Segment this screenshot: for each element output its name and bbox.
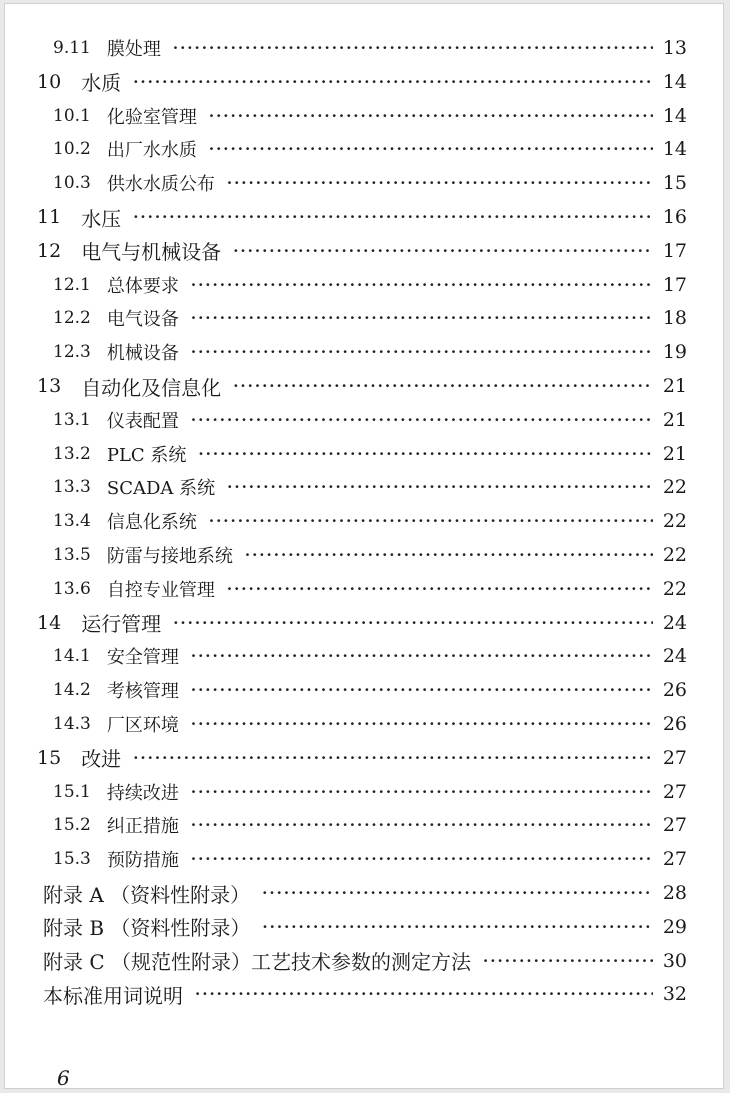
toc-entry-title: 运行管理 [81, 612, 162, 637]
toc-entry-number: 14.2 [53, 680, 91, 701]
toc-entry-page: 24 [662, 611, 687, 634]
toc-entry-number: 12.3 [53, 342, 91, 363]
toc-entry-number: 14.1 [53, 646, 91, 667]
toc-entry-title: 信息化系统 [106, 512, 197, 534]
toc-leader-dots [173, 39, 653, 57]
toc-entry-number: 13.2 [53, 443, 91, 464]
toc-entry-number: 13.6 [53, 578, 91, 599]
toc-entry[interactable] [5, 775, 725, 809]
toc-entry-page: 19 [662, 341, 687, 364]
toc-entry-page: 17 [662, 239, 687, 262]
toc-entry-number: 13.5 [53, 545, 91, 565]
toc-entry-number: 13.4 [53, 511, 91, 532]
toc-entry[interactable] [5, 301, 725, 335]
toc-leader-dots [191, 715, 653, 733]
toc-entry-page: 22 [662, 577, 687, 600]
toc-leader-dots [173, 614, 653, 632]
toc-entry-number: 14.3 [53, 714, 91, 734]
toc-entry-page: 27 [662, 746, 687, 769]
toc-entry-page: 27 [662, 848, 687, 871]
toc-entry-title: 机械设备 [106, 343, 179, 365]
toc-entry-title: 改进 [81, 747, 122, 772]
toc-entry[interactable] [5, 741, 725, 775]
toc-entry-page: 14 [662, 138, 687, 161]
toc-leader-dots [198, 445, 652, 463]
toc-entry-title: 防雷与接地系统 [106, 546, 233, 567]
toc-entry-title: 本标准用词说明 [43, 983, 183, 1008]
toc-entry-number: 15.3 [53, 849, 91, 870]
toc-leader-dots [191, 783, 653, 801]
toc-entry[interactable] [5, 403, 725, 437]
toc-entry[interactable] [5, 31, 725, 65]
toc-entry-number: 10 [37, 70, 62, 93]
document-page [4, 3, 724, 1089]
toc-entry-page: 26 [662, 713, 687, 735]
toc-entry-number: 9.11 [53, 38, 91, 58]
toc-entry[interactable] [5, 876, 725, 910]
toc-entry-title: SCADA 系统 [106, 478, 216, 500]
toc-leader-dots [209, 140, 653, 158]
toc-entry-page: 21 [662, 442, 687, 465]
toc-leader-dots [209, 512, 653, 530]
toc-entry-page: 30 [662, 949, 687, 972]
page-number: 6 [57, 1066, 70, 1090]
toc-entry-page: 15 [662, 172, 687, 195]
toc-entry-number: 15.2 [53, 815, 91, 836]
toc-leader-dots [245, 546, 653, 564]
toc-leader-dots [133, 73, 653, 91]
toc-entry-number: 11 [37, 206, 62, 228]
toc-entry-title: 自动化及信息化 [81, 375, 222, 400]
toc-leader-dots [227, 174, 653, 192]
toc-entry[interactable] [5, 268, 725, 302]
toc-entry-page: 27 [662, 814, 687, 837]
toc-entry-number: 13.3 [53, 477, 91, 498]
toc-entry-title: 电气与机械设备 [81, 240, 222, 265]
toc-leader-dots [227, 478, 653, 496]
toc-entry[interactable] [5, 639, 725, 673]
toc-entry[interactable] [5, 910, 725, 944]
toc-entry-number: 15 [37, 746, 62, 769]
toc-entry-page: 16 [662, 206, 687, 228]
toc-entry[interactable] [5, 437, 725, 471]
toc-entry-page: 21 [662, 375, 687, 397]
toc-leader-dots [191, 647, 653, 665]
toc-leader-dots [209, 107, 653, 125]
toc-entry-page: 22 [662, 544, 687, 566]
toc-entry[interactable] [5, 166, 725, 200]
toc-entry-title: 膜处理 [106, 39, 161, 60]
toc-entry-page: 24 [662, 645, 687, 668]
toc-entry-page: 26 [662, 679, 687, 702]
toc-leader-dots [262, 918, 652, 936]
toc-entry-title: 预防措施 [106, 850, 179, 872]
toc-entry-title: 出厂水水质 [106, 140, 197, 162]
toc-entry-title: 安全管理 [106, 647, 179, 669]
toc-entry-number: 12.2 [53, 308, 91, 329]
toc-entry[interactable] [5, 808, 725, 842]
toc-entry[interactable] [5, 200, 725, 234]
toc-entry-title: 总体要求 [106, 275, 179, 297]
toc-entry-title: 化验室管理 [106, 106, 197, 128]
toc-entry-title: 考核管理 [106, 681, 179, 703]
toc-entry-page: 22 [662, 510, 687, 533]
toc-leader-dots [227, 580, 653, 598]
toc-leader-dots [191, 309, 653, 327]
toc-leader-dots [191, 850, 653, 868]
toc-entry-title: 水质 [81, 71, 122, 96]
toc-leader-dots [133, 749, 653, 767]
toc-leader-dots [483, 952, 653, 970]
toc-entry[interactable] [5, 673, 725, 707]
toc-entry-title: 供水水质公布 [106, 174, 215, 196]
toc-entry-page: 29 [662, 915, 687, 938]
toc-entry-number: 10.2 [53, 139, 91, 160]
toc-entry-title: 附录 C （规范性附录）工艺技术参数的测定方法 [43, 950, 472, 975]
toc-entry-page: 13 [662, 37, 687, 59]
toc-entry[interactable] [5, 504, 725, 538]
toc-entry-number: 13 [37, 375, 62, 397]
toc-entry[interactable] [5, 369, 725, 403]
toc-entry-page: 21 [662, 408, 687, 431]
toc-entry-title: 电气设备 [106, 309, 179, 331]
toc-entry-page: 22 [662, 476, 687, 499]
toc-entry-title: 附录 A （资料性附录） [43, 882, 251, 907]
toc-entry-title: 仪表配置 [106, 410, 179, 432]
toc-entry[interactable] [5, 234, 725, 268]
toc-entry[interactable] [5, 470, 725, 504]
toc-leader-dots [191, 816, 653, 834]
toc-entry-title: 自控专业管理 [106, 579, 215, 601]
toc-entry-number: 13.1 [53, 409, 91, 430]
toc-entry[interactable] [5, 707, 725, 741]
toc-entry-page: 18 [662, 307, 687, 330]
toc-entry-number: 10.1 [53, 105, 91, 126]
toc-entry-title: 水压 [81, 206, 122, 231]
toc-entry[interactable] [5, 132, 725, 166]
toc-entry[interactable] [5, 977, 725, 1011]
toc-entry-number: 15.1 [53, 781, 91, 802]
toc-entry[interactable] [5, 335, 725, 369]
toc-entry[interactable] [5, 65, 725, 99]
toc-entry-page: 27 [662, 780, 687, 803]
toc-leader-dots [191, 681, 653, 699]
toc-leader-dots [233, 242, 653, 260]
toc-entry[interactable] [5, 944, 725, 978]
toc-leader-dots [191, 343, 653, 361]
toc-entry-title: 厂区环境 [106, 715, 179, 736]
toc-entry-title: 持续改进 [106, 782, 179, 804]
toc-entry-title: PLC 系统 [106, 444, 187, 466]
toc-entry-title: 纠正措施 [106, 816, 179, 838]
toc-entry-number: 14 [37, 611, 62, 634]
toc-entry-page: 28 [662, 882, 687, 904]
toc-entry-page: 14 [662, 104, 687, 127]
toc-entry-number: 12 [37, 239, 62, 262]
toc-entry[interactable] [5, 99, 725, 133]
toc-entry-page: 14 [662, 70, 687, 93]
toc-leader-dots [195, 985, 653, 1003]
toc-leader-dots [133, 208, 653, 226]
toc-leader-dots [262, 884, 653, 902]
toc-leader-dots [191, 411, 653, 429]
toc-entry-page: 17 [662, 273, 687, 296]
toc-entry-page: 32 [662, 983, 687, 1006]
toc-entry[interactable] [5, 538, 725, 572]
toc-leader-dots [191, 276, 653, 294]
toc-entry[interactable] [5, 572, 725, 606]
toc-entry-number: 12.1 [53, 274, 91, 295]
toc-leader-dots [233, 377, 653, 395]
toc-entry[interactable] [5, 606, 725, 640]
toc-entry-number: 10.3 [53, 173, 91, 194]
toc-entry-title: 附录 B （资料性附录） [43, 916, 251, 941]
toc-entry[interactable] [5, 842, 725, 876]
